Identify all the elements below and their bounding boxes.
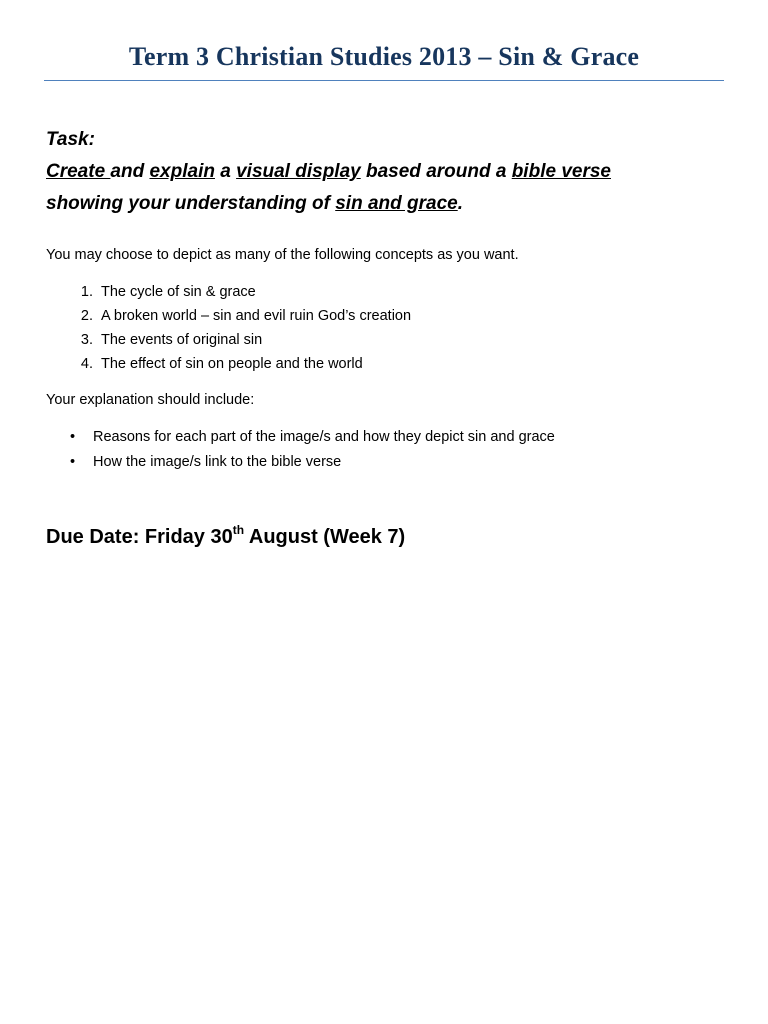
list-item	[46, 354, 726, 378]
list-item	[46, 282, 726, 306]
task-word-bible-verse: bible verse	[511, 161, 611, 182]
due-date-ordinal: th	[232, 523, 245, 537]
task-word-and: and	[110, 161, 150, 182]
list-number: 3.	[80, 332, 93, 348]
page-title: Term 3 Christian Studies 2013 – Sin & Grace	[128, 42, 640, 71]
list-item	[46, 306, 726, 330]
task-word-based-around: based around a	[360, 161, 512, 182]
list-number: 2.	[80, 308, 93, 324]
list-number: 4.	[80, 356, 93, 372]
task-section	[46, 124, 726, 220]
due-date-suffix: August (Week 7)	[244, 526, 406, 548]
list-item	[46, 427, 726, 452]
task-word-period: .	[457, 193, 463, 214]
list-number: 1.	[80, 284, 93, 300]
intro-text: You may choose to depict as many of the following concepts as you want.	[46, 247, 519, 263]
concepts-list	[46, 282, 726, 378]
task-label: Task:	[46, 129, 95, 150]
list-item	[46, 330, 726, 354]
bullet-icon: •	[70, 454, 76, 470]
task-word-showing: showing your understanding of	[46, 193, 336, 214]
list-item	[46, 452, 726, 477]
task-word-sin-and-grace: sin and grace	[335, 193, 458, 214]
list-item-text: The events of original sin	[101, 332, 263, 348]
list-item-text: A broken world – sin and evil ruin God’s creation	[101, 308, 412, 324]
task-word-explain: explain	[149, 161, 215, 182]
due-date-prefix: Due Date: Friday 30	[46, 526, 233, 548]
list-item-text: The cycle of sin & grace	[101, 284, 256, 300]
due-date	[46, 523, 726, 549]
task-word-create: Create	[46, 161, 111, 182]
title-divider	[44, 80, 724, 81]
task-word-visual-display: visual display	[236, 161, 361, 182]
bullet-icon: •	[70, 429, 76, 445]
list-item-text: How the image/s link to the bible verse	[93, 454, 342, 470]
list-item-text: Reasons for each part of the image/s and how they depict sin and grace	[93, 429, 555, 445]
explanation-list	[46, 427, 726, 477]
task-word-a: a	[214, 161, 237, 182]
explanation-heading: Your explanation should include:	[46, 392, 255, 408]
list-item-text: The effect of sin on people and the world	[101, 356, 363, 372]
